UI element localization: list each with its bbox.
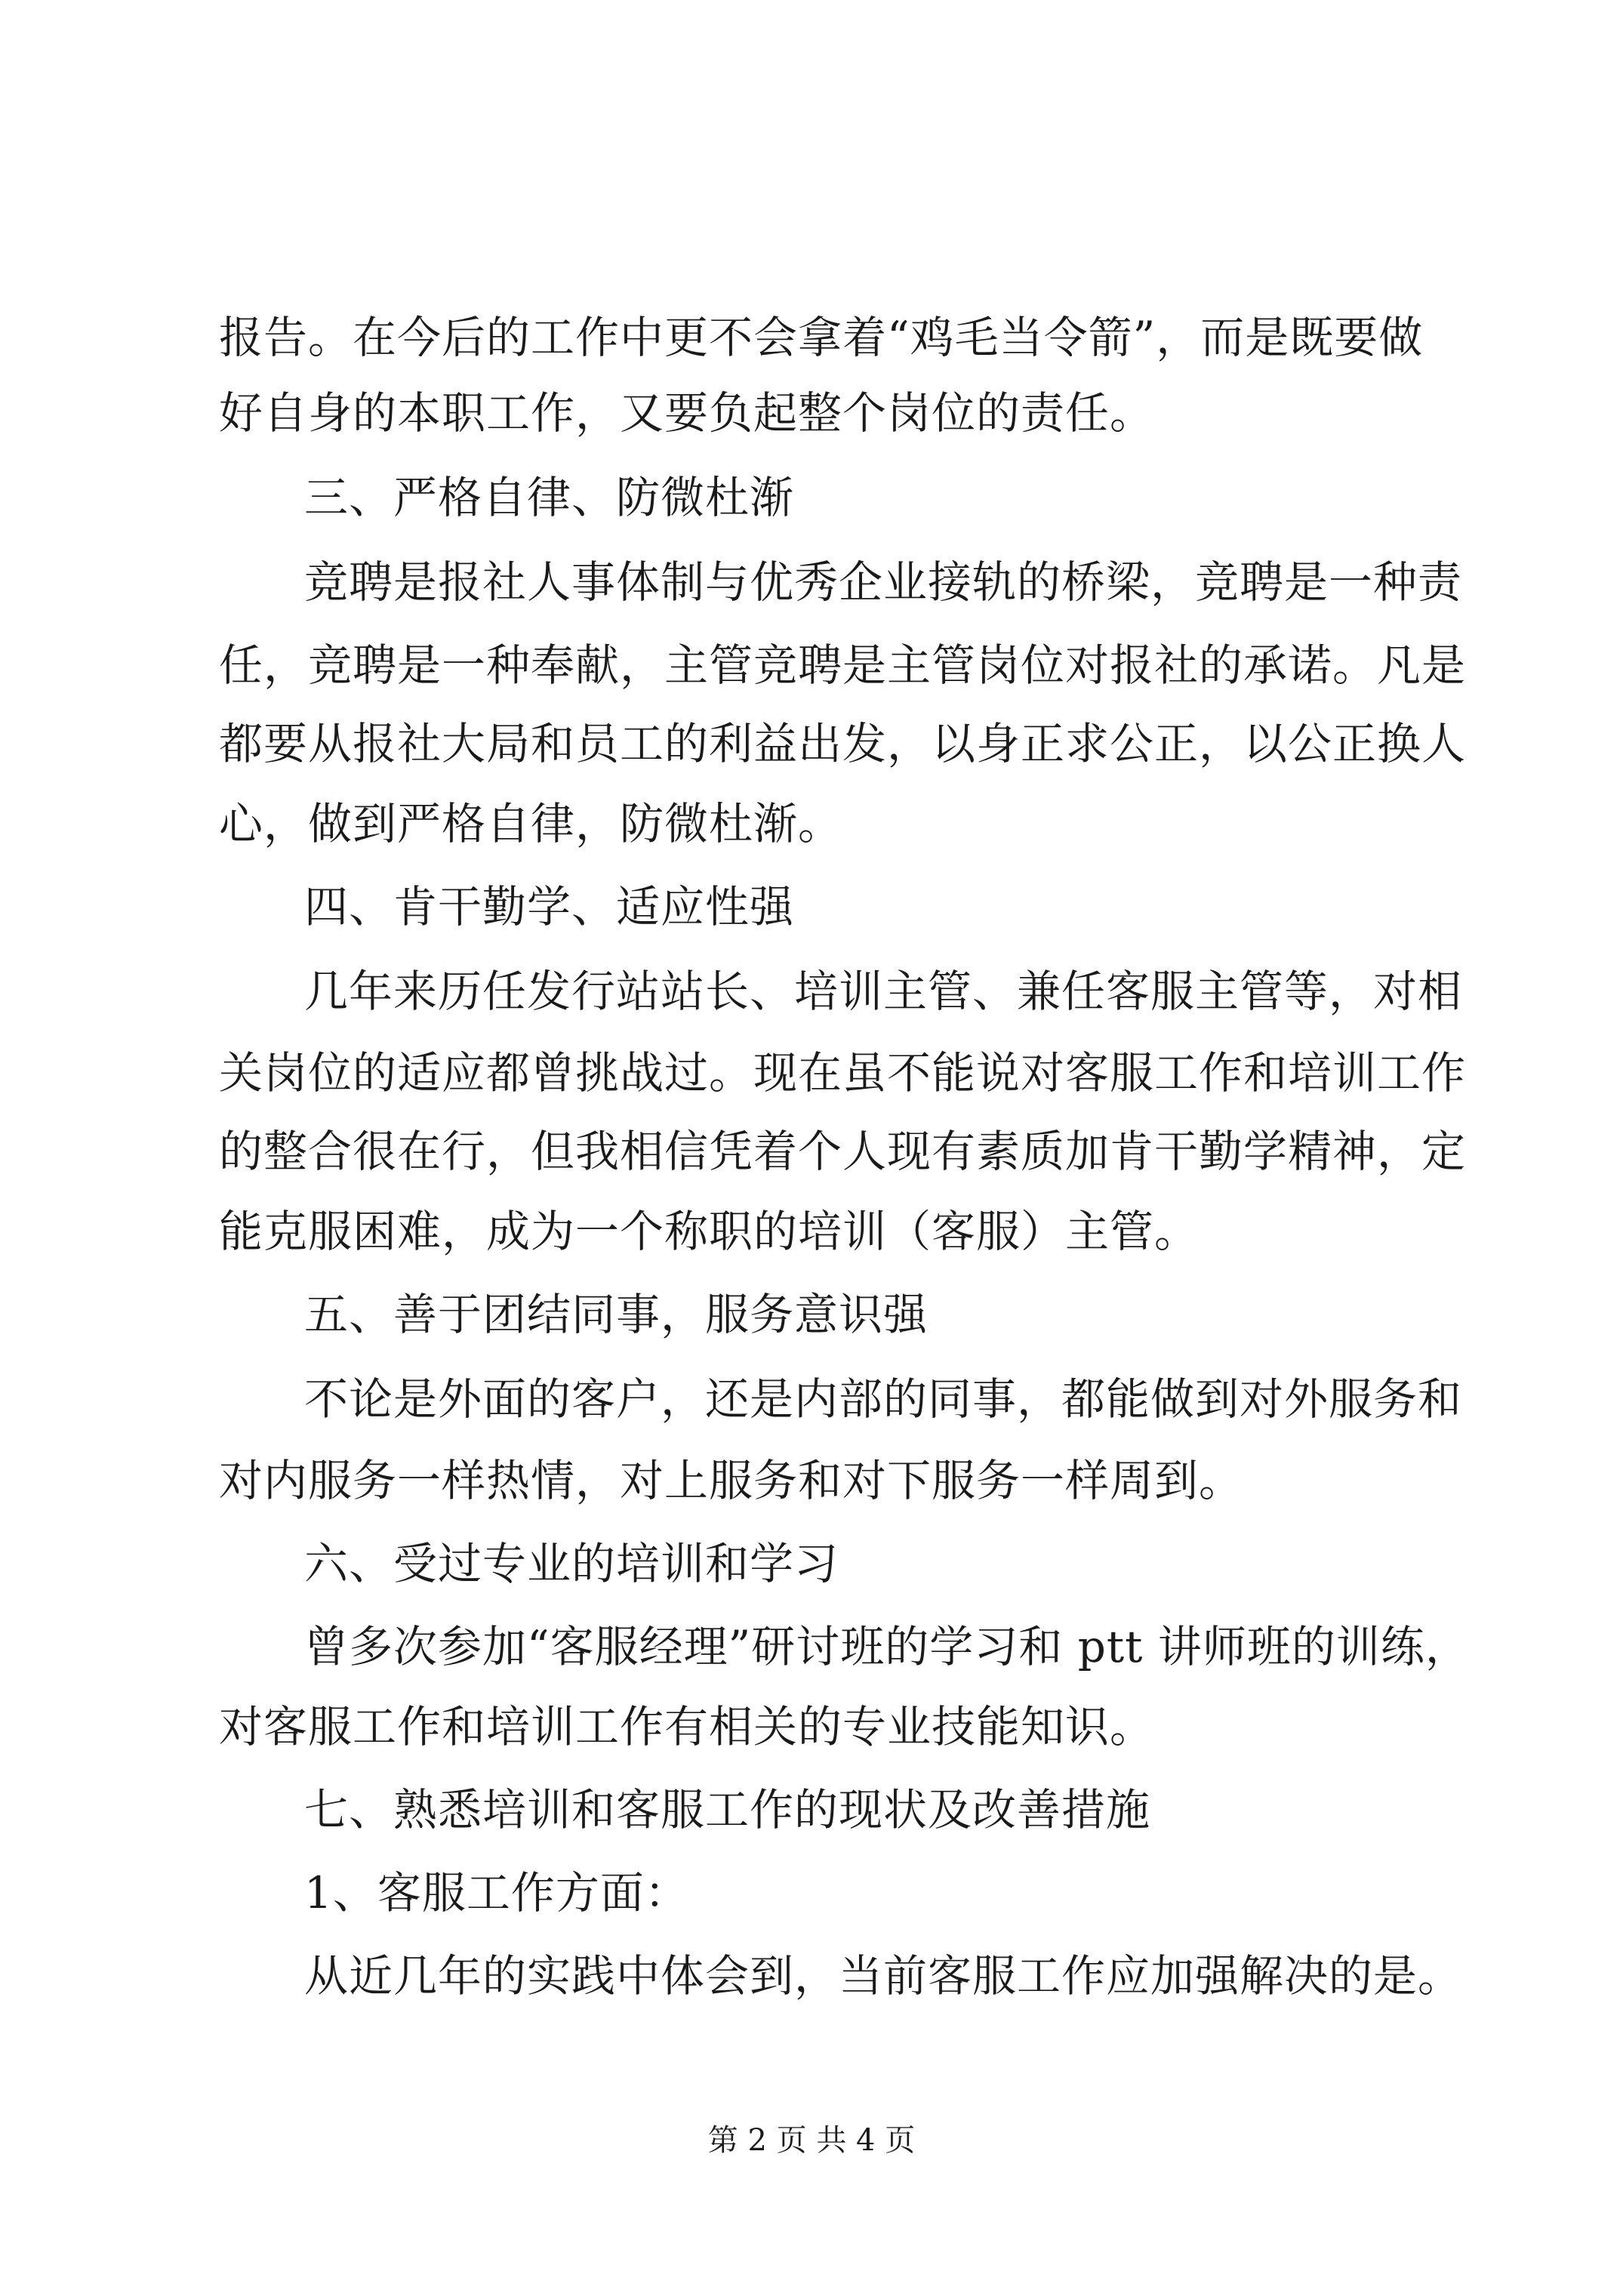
text-line: 从近几年的实践中体会到，当前客服工作应加强解决的是。: [304, 1950, 1463, 2002]
section-heading: 五、善于团结同事，服务意识强: [304, 1289, 929, 1340]
page-number: 第 2 页 共 4 页: [707, 2123, 916, 2158]
text-line: 竞聘是报社人事体制与优秀企业接轨的桥梁，竞聘是一种责: [304, 556, 1463, 608]
subsection-heading: 1、客服工作方面：: [304, 1867, 689, 1918]
text-line: 几年来历任发行站站长、培训主管、兼任客服主管等，对相: [304, 966, 1463, 1017]
text-line: 曾多次参加“客服经理”研讨班的学习和 ptt 讲师班的训练，: [304, 1621, 1470, 1672]
text-line: 都要从报社大局和员工的利益出发，以身正求公正，以公正换人: [219, 718, 1467, 769]
text-line: 对客服工作和培训工作有相关的专业技能知识。: [219, 1701, 1155, 1752]
section-heading: 四、肯干勤学、适应性强: [304, 881, 795, 932]
text-line: 的整合很在行，但我相信凭着个人现有素质加肯干勤学精神，定: [219, 1126, 1467, 1177]
section-heading: 三、严格自律、防微杜渐: [304, 472, 795, 523]
text-line: 对内服务一样热情，对上服务和对下服务一样周到。: [219, 1455, 1244, 1506]
section-heading: 六、受过专业的培训和学习: [304, 1538, 839, 1589]
text-line: 心，做到严格自律，防微杜渐。: [219, 798, 843, 849]
text-line: 报告。在今后的工作中更不会拿着“鸡毛当令箭”，而是既要做: [219, 312, 1424, 363]
text-line: 好自身的本职工作，又要负起整个岗位的责任。: [219, 387, 1155, 439]
text-line: 能克服困难，成为一个称职的培训（客服）主管。: [219, 1206, 1200, 1257]
text-line: 任，竞聘是一种奉献，主管竞聘是主管岗位对报社的承诺。凡是: [219, 639, 1467, 691]
text-line: 不论是外面的客户，还是内部的同事，都能做到对外服务和: [304, 1373, 1463, 1425]
section-heading: 七、熟悉培训和客服工作的现状及改善措施: [304, 1784, 1151, 1835]
text-line: 关岗位的适应都曾挑战过。现在虽不能说对客服工作和培训工作: [219, 1047, 1467, 1099]
